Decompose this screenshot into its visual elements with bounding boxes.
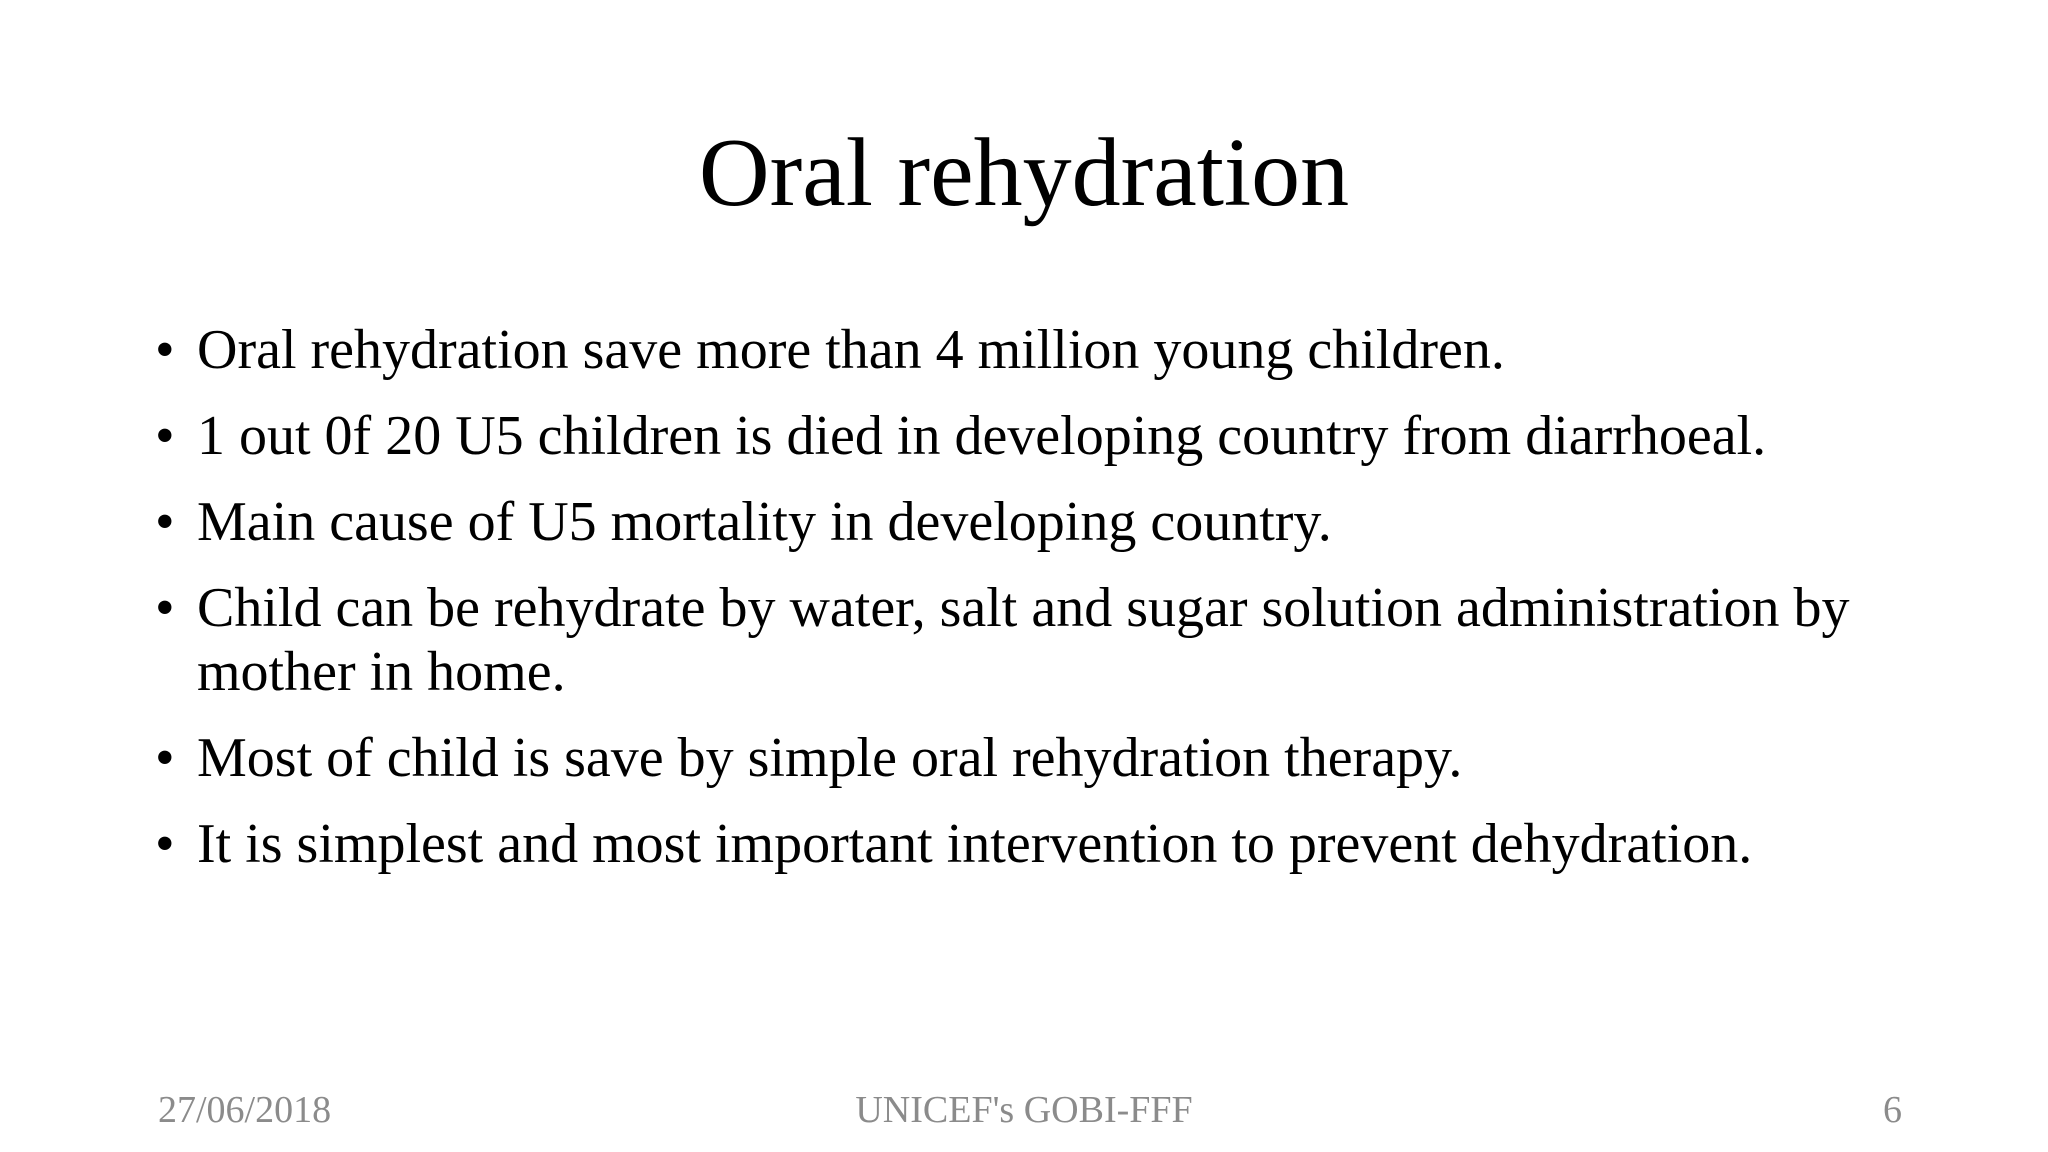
bullet-text: It is simplest and most important intervention to prevent dehydration. [197, 813, 1753, 875]
page-number: 6 [1883, 1089, 1902, 1131]
bullet-marker: • [155, 491, 175, 553]
bullet-item [155, 812, 1935, 876]
slide-title: Oral rehydration [698, 119, 1350, 227]
bullet-text: Child can be rehydrate by water, salt and sugar solution administration by mother in home. [197, 577, 1850, 703]
footer-title: UNICEF's GOBI-FFF [855, 1089, 1193, 1131]
bullet-item [155, 404, 1935, 468]
bullet-text: Main cause of U5 mortality in developing country. [197, 491, 1332, 553]
bullet-marker: • [155, 727, 175, 789]
bullet-item [155, 726, 1935, 790]
bullet-marker: • [155, 577, 175, 639]
bullet-item [155, 576, 1935, 704]
footer-date: 27/06/2018 [158, 1089, 332, 1131]
bullet-text: Oral rehydration save more than 4 million young children. [197, 319, 1505, 381]
bullet-text: 1 out 0f 20 U5 children is died in developing country from diarrhoeal. [197, 405, 1767, 467]
bullet-item [155, 490, 1935, 554]
bullet-marker: • [155, 319, 175, 381]
bullet-marker: • [155, 813, 175, 875]
bullet-list [155, 318, 1935, 898]
bullet-text: Most of child is save by simple oral rehydration therapy. [197, 727, 1463, 789]
bullet-marker: • [155, 405, 175, 467]
bullet-item [155, 318, 1935, 382]
